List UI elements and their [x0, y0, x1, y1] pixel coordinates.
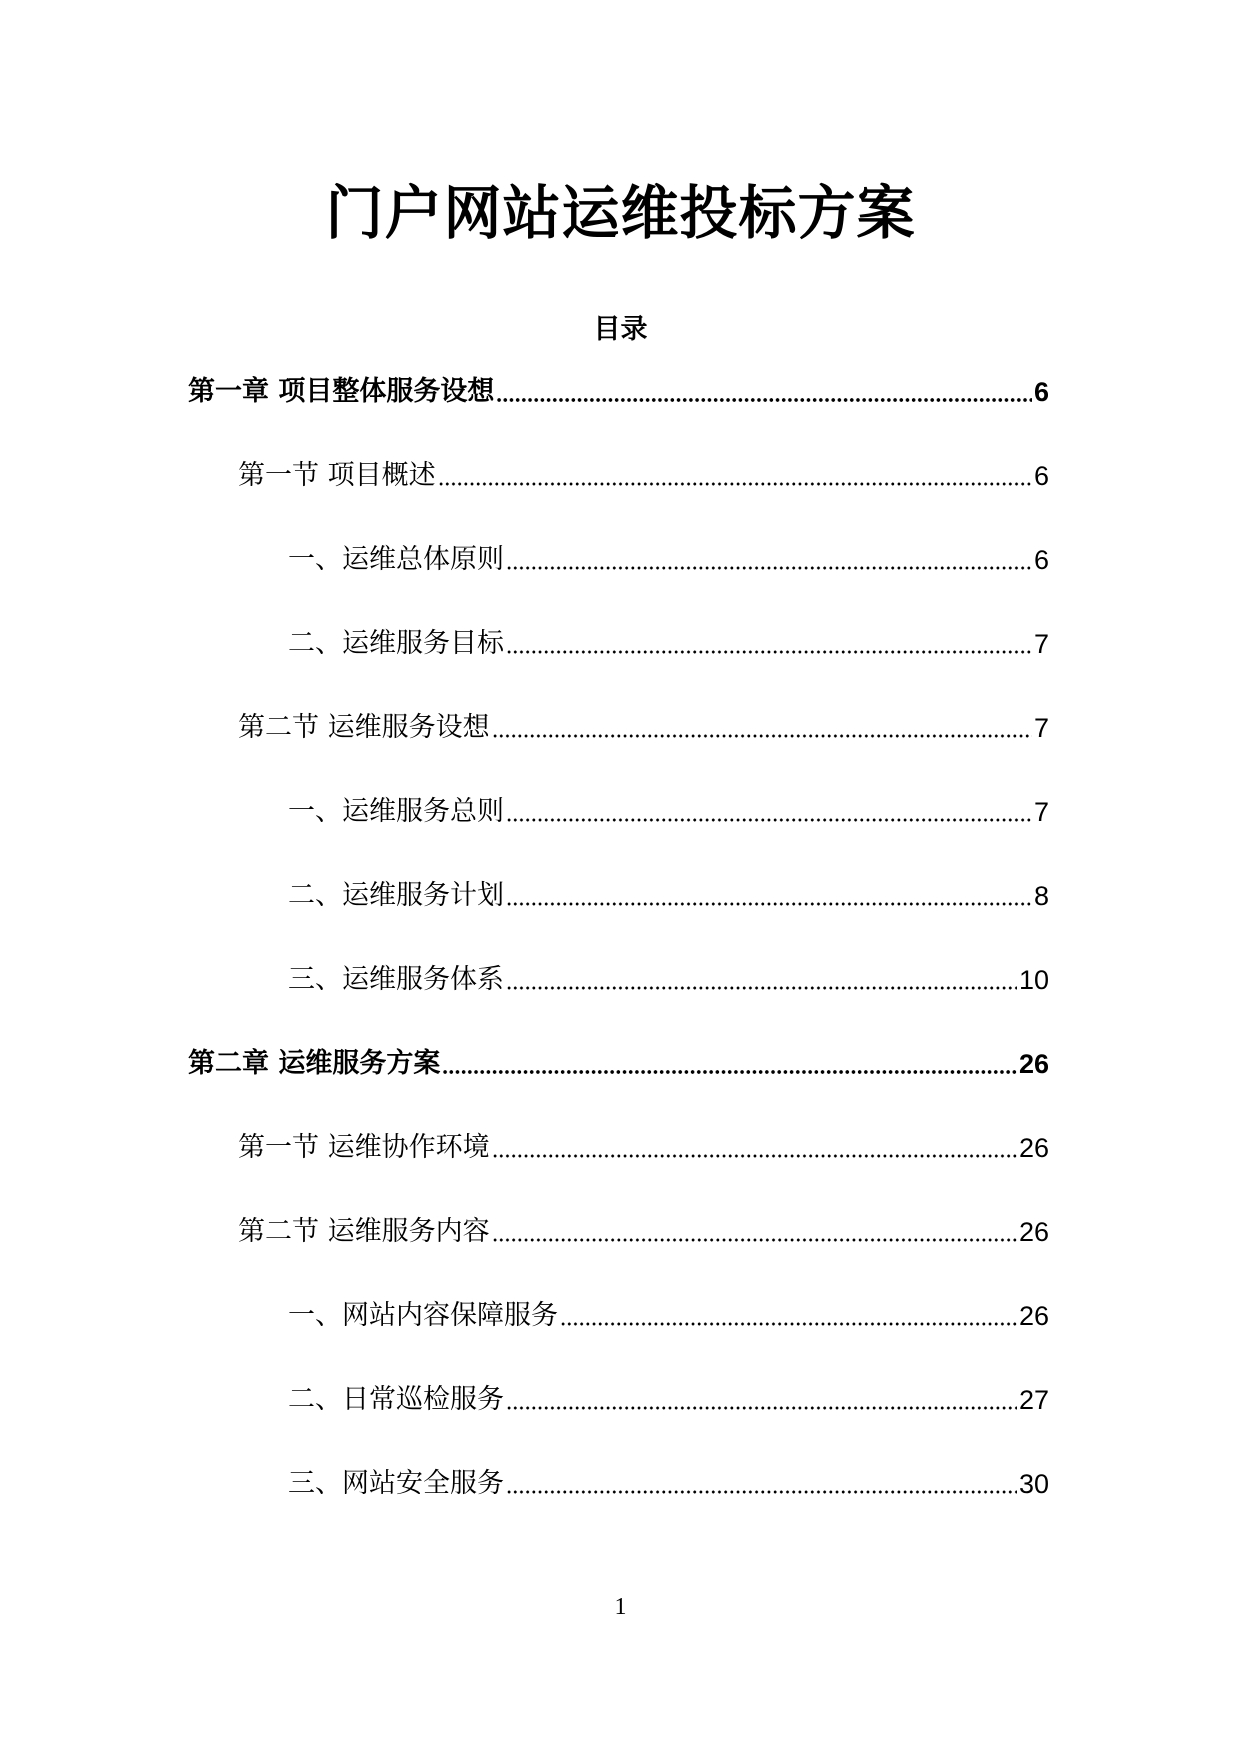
- document-title: 门户网站运维投标方案: [325, 179, 916, 247]
- toc-entry-page: 26: [1018, 1133, 1049, 1163]
- toc-entry[interactable]: [0, 1044, 1241, 1128]
- toc-dot-leader: [506, 876, 1032, 906]
- toc-entry-title: 三、运维服务体系: [288, 964, 504, 995]
- toc-dot-leader: [492, 1212, 1017, 1242]
- toc-entry-title: 第二节 运维服务内容: [238, 1216, 490, 1247]
- toc-dot-leader: [492, 1128, 1017, 1158]
- toc-entry-title: 二、运维服务目标: [288, 628, 504, 659]
- toc-entry-page: 8: [1033, 881, 1049, 911]
- toc-entry[interactable]: [0, 876, 1241, 960]
- toc-entry-page: 7: [1033, 713, 1049, 743]
- toc-entry[interactable]: [0, 792, 1241, 876]
- toc-entry-title: 一、运维总体原则: [288, 544, 504, 575]
- page-number: 1: [614, 1594, 627, 1620]
- toc-entry-page: 27: [1018, 1385, 1049, 1415]
- toc-entry-page: 26: [1018, 1217, 1049, 1247]
- toc-entry[interactable]: [0, 624, 1241, 708]
- toc-dot-leader: [506, 1464, 1017, 1494]
- toc-dot-leader: [438, 456, 1032, 486]
- toc-entry[interactable]: [0, 1380, 1241, 1464]
- toc-entry[interactable]: [0, 1212, 1241, 1296]
- toc-dot-leader: [442, 1044, 1017, 1074]
- toc-dot-leader: [506, 792, 1032, 822]
- toc-entry-title: 一、网站内容保障服务: [288, 1300, 558, 1331]
- toc-entry-title: 一、运维服务总则: [288, 796, 504, 827]
- toc-entry[interactable]: [0, 456, 1241, 540]
- toc-entry-page: 26: [1018, 1301, 1049, 1331]
- toc-dot-leader: [506, 960, 1017, 990]
- toc-dot-leader: [560, 1296, 1017, 1326]
- toc-entry-page: 7: [1033, 629, 1049, 659]
- toc-entry[interactable]: [0, 1296, 1241, 1380]
- toc-entry[interactable]: [0, 960, 1241, 1044]
- toc-entry-title: 第一章 项目整体服务设想: [188, 376, 495, 407]
- toc-entry-page: 6: [1033, 377, 1049, 407]
- toc-heading: 目录: [593, 314, 648, 345]
- toc-dot-leader: [492, 708, 1032, 738]
- toc-entry-title: 第一节 项目概述: [238, 460, 436, 491]
- toc-entry-page: 26: [1018, 1049, 1049, 1079]
- toc-dot-leader: [496, 372, 1032, 402]
- toc-entry[interactable]: [0, 1464, 1241, 1548]
- toc-dot-leader: [506, 540, 1032, 570]
- toc-entry-title: 二、日常巡检服务: [288, 1384, 504, 1415]
- toc-entry-page: 30: [1018, 1469, 1049, 1499]
- toc-dot-leader: [506, 1380, 1017, 1410]
- toc-entry-title: 第二章 运维服务方案: [188, 1048, 441, 1079]
- toc-entry-page: 7: [1033, 797, 1049, 827]
- toc-entry-page: 10: [1018, 965, 1049, 995]
- toc-entry-title: 二、运维服务计划: [288, 880, 504, 911]
- toc-entry[interactable]: [0, 372, 1241, 456]
- toc-entry-title: 第一节 运维协作环境: [238, 1132, 490, 1163]
- toc-dot-leader: [506, 624, 1032, 654]
- toc-entry-title: 三、网站安全服务: [288, 1468, 504, 1499]
- toc-entry[interactable]: [0, 1128, 1241, 1212]
- toc-entry-page: 6: [1033, 461, 1049, 491]
- toc-entry-page: 6: [1033, 545, 1049, 575]
- toc-entry-title: 第二节 运维服务设想: [238, 712, 490, 743]
- toc-entry[interactable]: [0, 540, 1241, 624]
- table-of-contents: [0, 372, 1241, 1548]
- toc-entry[interactable]: [0, 708, 1241, 792]
